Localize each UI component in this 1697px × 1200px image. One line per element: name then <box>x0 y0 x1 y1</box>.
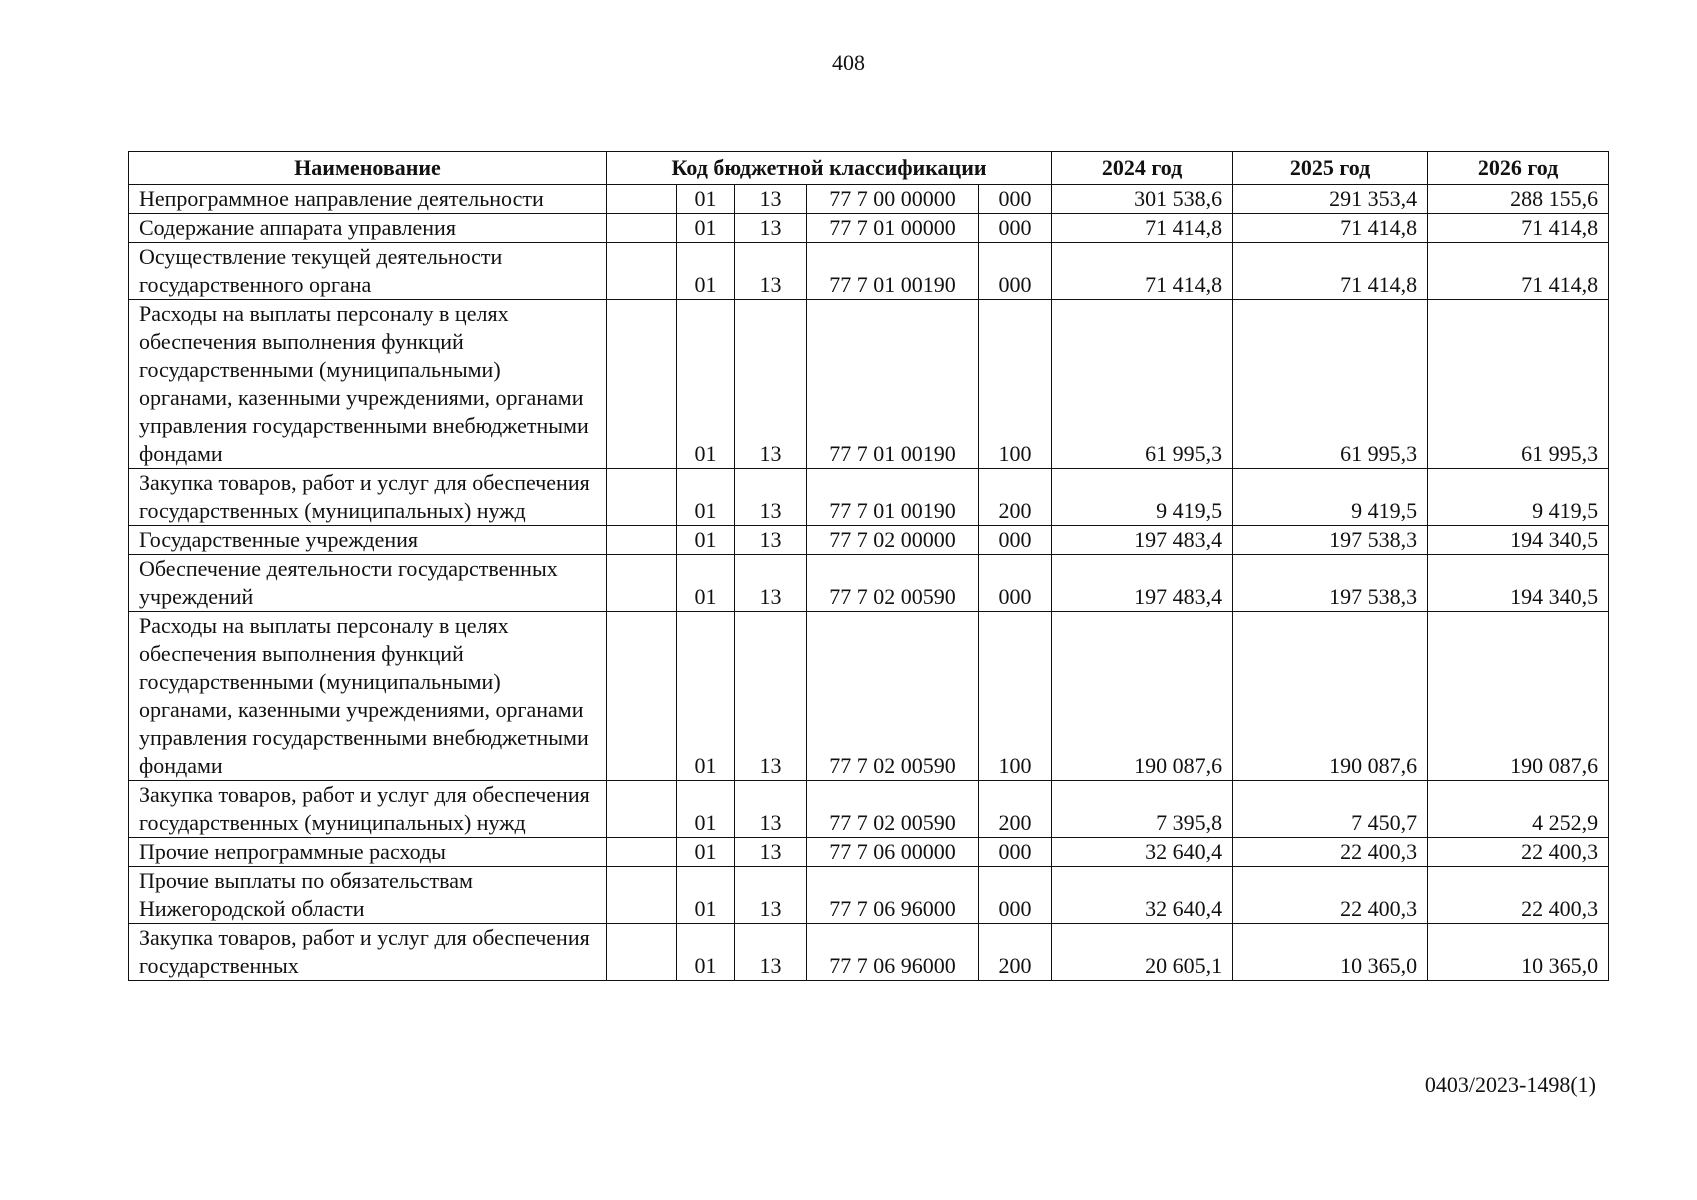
cell-empty <box>607 781 677 838</box>
header-2025: 2025 год <box>1233 152 1428 185</box>
cell-2026: 190 087,6 <box>1428 612 1609 781</box>
cell-code-section: 01 <box>677 526 735 555</box>
cell-2026: 22 400,3 <box>1428 867 1609 924</box>
cell-code-section: 01 <box>677 555 735 612</box>
cell-name: Прочие непрограммные расходы <box>129 838 607 867</box>
cell-code-section: 01 <box>677 469 735 526</box>
cell-2026: 288 155,6 <box>1428 185 1609 214</box>
cell-code-subsection: 13 <box>735 526 807 555</box>
table-header-row <box>129 152 1609 185</box>
header-name: Наименование <box>129 152 607 185</box>
cell-2024: 20 605,1 <box>1052 924 1233 981</box>
cell-name: Осуществление текущей деятельности государственного органа <box>129 243 607 300</box>
cell-empty <box>607 214 677 243</box>
table-row <box>129 300 1609 469</box>
cell-code-expense-type: 000 <box>979 526 1052 555</box>
cell-code-expense-type: 000 <box>979 555 1052 612</box>
table-row <box>129 555 1609 612</box>
cell-code-section: 01 <box>677 781 735 838</box>
cell-2025: 71 414,8 <box>1233 243 1428 300</box>
document-code: 0403/2023-1498(1) <box>1424 1072 1596 1097</box>
cell-2025: 7 450,7 <box>1233 781 1428 838</box>
table-row <box>129 924 1609 981</box>
cell-name: Непрограммное направление деятельности <box>129 185 607 214</box>
page-number: 408 <box>832 50 865 75</box>
cell-2025: 22 400,3 <box>1233 867 1428 924</box>
cell-name: Закупка товаров, работ и услуг для обеспечения государственных <box>129 924 607 981</box>
cell-empty <box>607 838 677 867</box>
cell-2024: 71 414,8 <box>1052 214 1233 243</box>
cell-2024: 197 483,4 <box>1052 555 1233 612</box>
cell-code-target: 77 7 06 96000 <box>807 867 979 924</box>
table-row <box>129 469 1609 526</box>
cell-2025: 291 353,4 <box>1233 185 1428 214</box>
cell-code-expense-type: 100 <box>979 300 1052 469</box>
cell-empty <box>607 555 677 612</box>
table-row <box>129 781 1609 838</box>
cell-2024: 7 395,8 <box>1052 781 1233 838</box>
cell-2025: 61 995,3 <box>1233 300 1428 469</box>
cell-2025: 197 538,3 <box>1233 526 1428 555</box>
cell-code-target: 77 7 06 00000 <box>807 838 979 867</box>
cell-2026: 10 365,0 <box>1428 924 1609 981</box>
cell-2025: 22 400,3 <box>1233 838 1428 867</box>
cell-code-target: 77 7 01 00190 <box>807 469 979 526</box>
cell-code-target: 77 7 01 00000 <box>807 214 979 243</box>
cell-code-expense-type: 000 <box>979 867 1052 924</box>
cell-2026: 71 414,8 <box>1428 243 1609 300</box>
cell-code-section: 01 <box>677 214 735 243</box>
cell-2025: 197 538,3 <box>1233 555 1428 612</box>
cell-code-subsection: 13 <box>735 469 807 526</box>
table-row <box>129 838 1609 867</box>
cell-code-expense-type: 200 <box>979 781 1052 838</box>
cell-code-subsection: 13 <box>735 781 807 838</box>
cell-name: Закупка товаров, работ и услуг для обеспечения государственных (муниципальных) нужд <box>129 469 607 526</box>
header-2024: 2024 год <box>1052 152 1233 185</box>
cell-2024: 197 483,4 <box>1052 526 1233 555</box>
cell-code-expense-type: 000 <box>979 838 1052 867</box>
cell-2026: 4 252,9 <box>1428 781 1609 838</box>
cell-2026: 194 340,5 <box>1428 555 1609 612</box>
cell-empty <box>607 612 677 781</box>
cell-code-expense-type: 100 <box>979 612 1052 781</box>
cell-code-section: 01 <box>677 612 735 781</box>
table-row <box>129 867 1609 924</box>
cell-code-target: 77 7 00 00000 <box>807 185 979 214</box>
cell-code-target: 77 7 02 00590 <box>807 612 979 781</box>
cell-empty <box>607 526 677 555</box>
cell-code-section: 01 <box>677 300 735 469</box>
table-row <box>129 612 1609 781</box>
cell-2024: 9 419,5 <box>1052 469 1233 526</box>
cell-name: Прочие выплаты по обязательствам Нижегородской области <box>129 867 607 924</box>
cell-code-target: 77 7 02 00000 <box>807 526 979 555</box>
cell-code-subsection: 13 <box>735 612 807 781</box>
cell-2024: 32 640,4 <box>1052 867 1233 924</box>
cell-code-subsection: 13 <box>735 214 807 243</box>
cell-empty <box>607 867 677 924</box>
cell-2026: 22 400,3 <box>1428 838 1609 867</box>
cell-code-expense-type: 000 <box>979 214 1052 243</box>
cell-code-subsection: 13 <box>735 300 807 469</box>
cell-2025: 71 414,8 <box>1233 214 1428 243</box>
cell-empty <box>607 243 677 300</box>
cell-2025: 9 419,5 <box>1233 469 1428 526</box>
budget-table <box>128 151 1609 981</box>
cell-code-section: 01 <box>677 867 735 924</box>
cell-name: Содержание аппарата управления <box>129 214 607 243</box>
cell-2024: 32 640,4 <box>1052 838 1233 867</box>
cell-2026: 9 419,5 <box>1428 469 1609 526</box>
cell-code-subsection: 13 <box>735 867 807 924</box>
table-row <box>129 185 1609 214</box>
cell-2024: 61 995,3 <box>1052 300 1233 469</box>
cell-2024: 71 414,8 <box>1052 243 1233 300</box>
cell-code-expense-type: 200 <box>979 469 1052 526</box>
cell-code-target: 77 7 01 00190 <box>807 300 979 469</box>
cell-code-expense-type: 000 <box>979 243 1052 300</box>
cell-code-subsection: 13 <box>735 924 807 981</box>
cell-code-expense-type: 000 <box>979 185 1052 214</box>
cell-2026: 61 995,3 <box>1428 300 1609 469</box>
cell-2024: 190 087,6 <box>1052 612 1233 781</box>
cell-name: Государственные учреждения <box>129 526 607 555</box>
cell-2025: 10 365,0 <box>1233 924 1428 981</box>
cell-code-target: 77 7 02 00590 <box>807 781 979 838</box>
cell-code-subsection: 13 <box>735 243 807 300</box>
cell-code-target: 77 7 01 00190 <box>807 243 979 300</box>
cell-code-subsection: 13 <box>735 838 807 867</box>
cell-code-expense-type: 200 <box>979 924 1052 981</box>
cell-2026: 71 414,8 <box>1428 214 1609 243</box>
cell-empty <box>607 300 677 469</box>
cell-code-target: 77 7 02 00590 <box>807 555 979 612</box>
cell-2024: 301 538,6 <box>1052 185 1233 214</box>
cell-code-subsection: 13 <box>735 555 807 612</box>
cell-code-section: 01 <box>677 243 735 300</box>
cell-2026: 194 340,5 <box>1428 526 1609 555</box>
table-row <box>129 214 1609 243</box>
cell-empty <box>607 469 677 526</box>
cell-code-subsection: 13 <box>735 185 807 214</box>
cell-code-target: 77 7 06 96000 <box>807 924 979 981</box>
cell-name: Расходы на выплаты персоналу в целях обеспечения выполнения функций государственными (муниципальными) органами, казенными учреждениями, органами управления государственными внебюджетными фондами <box>129 300 607 469</box>
cell-2025: 190 087,6 <box>1233 612 1428 781</box>
header-code: Код бюджетной классификации <box>607 152 1052 185</box>
cell-code-section: 01 <box>677 185 735 214</box>
table-row <box>129 243 1609 300</box>
table-body <box>129 185 1609 981</box>
cell-name: Расходы на выплаты персоналу в целях обеспечения выполнения функций государственными (муниципальными) органами, казенными учреждениями, органами управления государственными внебюджетными фондами <box>129 612 607 781</box>
cell-code-section: 01 <box>677 924 735 981</box>
header-2026: 2026 год <box>1428 152 1609 185</box>
cell-name: Закупка товаров, работ и услуг для обеспечения государственных (муниципальных) нужд <box>129 781 607 838</box>
cell-code-section: 01 <box>677 838 735 867</box>
cell-empty <box>607 924 677 981</box>
table-row <box>129 526 1609 555</box>
cell-empty <box>607 185 677 214</box>
cell-name: Обеспечение деятельности государственных учреждений <box>129 555 607 612</box>
